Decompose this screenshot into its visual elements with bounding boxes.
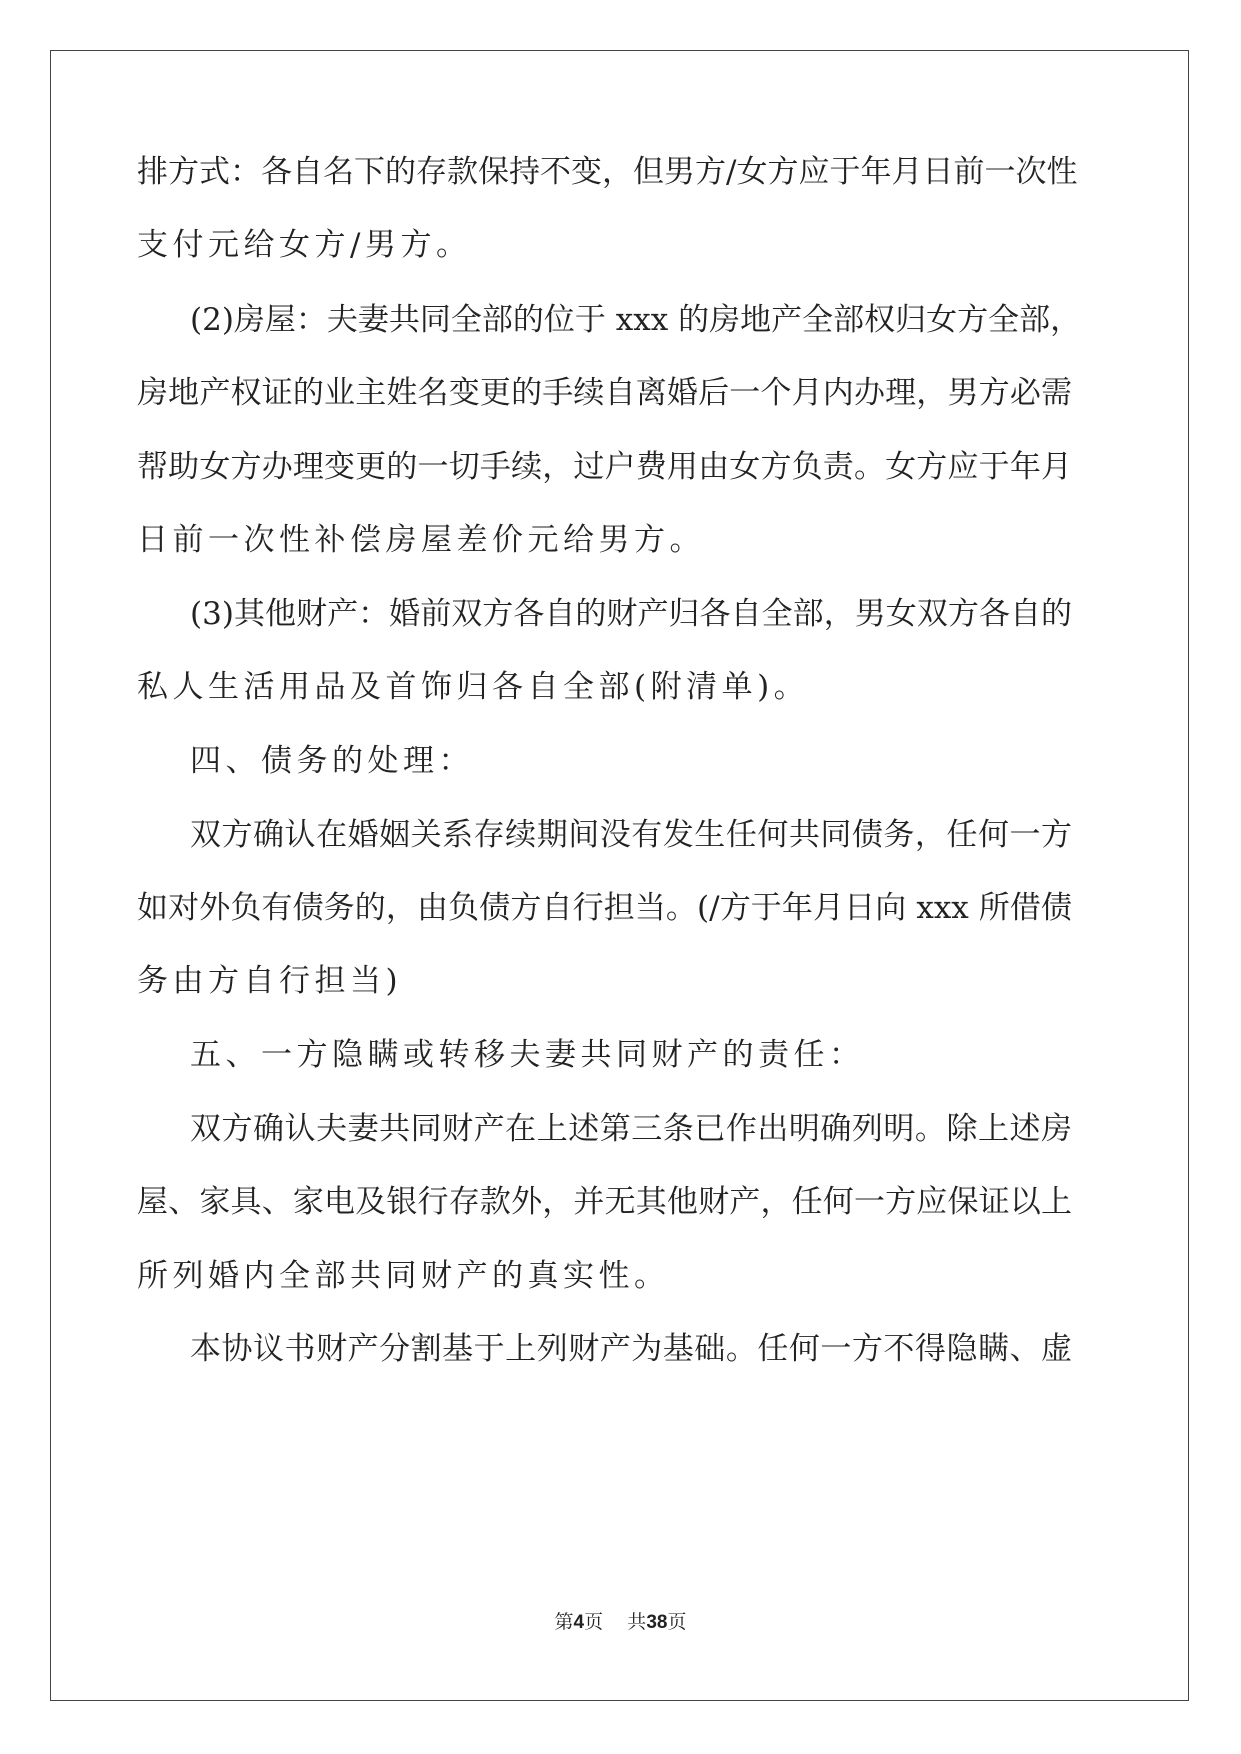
total-pages: 38: [646, 1612, 668, 1633]
text-line-17: 本协议书财产分割基于上列财产为基础。任何一方不得隐瞒、虚: [190, 1331, 1072, 1367]
text-line-10: 双方确认在婚姻关系存续期间没有发生任何共同债务，任何一方: [190, 817, 1072, 853]
text-line-15: 屋、家具、家电及银行存款外，并无其他财产，任何一方应保证以上: [137, 1184, 1072, 1220]
total-suffix: 页: [667, 1611, 687, 1633]
text-line-5: 帮助女方办理变更的一切手续，过户费用由女方负责。女方应于年月: [137, 449, 1072, 485]
text-line-16: 所列婚内全部共同财产的真实性。: [137, 1258, 670, 1294]
text-line-7: (3)其他财产：婚前双方各自的财产归各自全部，男女双方各自的: [190, 596, 1072, 632]
page-number: 4: [573, 1612, 585, 1633]
text-line-11: 如对外负有债务的，由负债方自行担当。(/方于年月日向 xxx 所借债: [137, 890, 1072, 926]
text-line-3: (2)房屋：夫妻共同全部的位于 xxx 的房地产全部权归女方全部，: [190, 302, 1082, 338]
text-line-8: 私人生活用品及首饰归各自全部(附清单)。: [137, 669, 810, 705]
section-heading-5: 五、一方隐瞒或转移夫妻共同财产的责任：: [190, 1037, 865, 1073]
text-line-12: 务由方自行担当): [137, 963, 403, 999]
total-prefix: 共: [627, 1611, 647, 1633]
page-footer: [0, 1607, 1241, 1634]
page-border: [50, 50, 1189, 1701]
text-line-6: 日前一次性补偿房屋差价元给男方。: [137, 522, 705, 558]
text-line-4: 房地产权证的业主姓名变更的手续自离婚后一个月内办理，男方必需: [137, 375, 1072, 411]
page-suffix: 页: [584, 1611, 604, 1633]
section-heading-4: 四、债务的处理：: [190, 743, 474, 779]
text-line-2: 支付元给女方/男方。: [137, 227, 472, 263]
text-line-14: 双方确认夫妻共同财产在上述第三条已作出明确列明。除上述房: [190, 1111, 1072, 1147]
page-prefix: 第: [554, 1611, 574, 1633]
text-line-1: 排方式：各自名下的存款保持不变，但男方/女方应于年月日前一次性: [137, 154, 1078, 190]
